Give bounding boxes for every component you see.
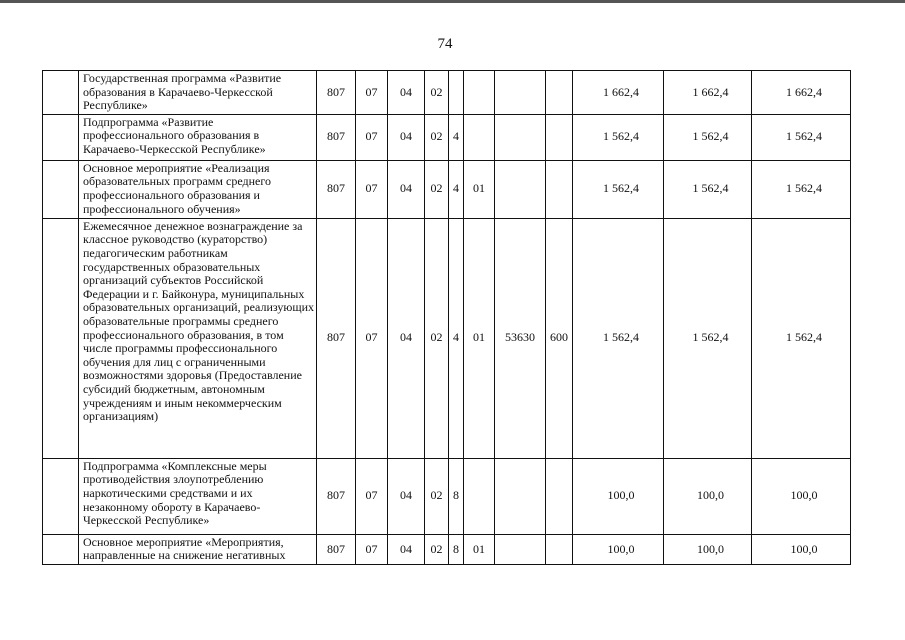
program-code-cell: 02	[425, 71, 449, 115]
amount-year1-cell: 1 562,4	[573, 114, 664, 160]
subprogram-code-cell	[449, 71, 464, 115]
program-code-cell: 02	[425, 534, 449, 564]
subsection-cell: 04	[388, 458, 425, 534]
subsection-cell: 04	[388, 160, 425, 218]
program-code-cell: 02	[425, 458, 449, 534]
subprogram-code-cell: 4	[449, 114, 464, 160]
page-number: 74	[437, 36, 453, 52]
amount-year3-cell: 100,0	[752, 534, 851, 564]
grbs-cell: 807	[317, 160, 356, 218]
grbs-cell: 807	[317, 71, 356, 115]
activity-code-cell	[464, 71, 495, 115]
expense-type-cell	[546, 71, 573, 115]
subprogram-code-cell: 8	[449, 534, 464, 564]
amount-year3-cell: 100,0	[752, 458, 851, 534]
activity-code-cell: 01	[464, 160, 495, 218]
program-name-cell: Подпрограмма «Комплексные меры противодействия злоупотреблению наркотическими средствами и их незаконному обороту в Карачаево-Черкесской Республике»	[79, 458, 317, 534]
subprogram-code-cell: 8	[449, 458, 464, 534]
table-row	[43, 534, 851, 564]
direction-code-cell	[495, 534, 546, 564]
program-name-cell: Государственная программа «Развитие образования в Карачаево-Черкесской Республике»	[79, 71, 317, 115]
subsection-cell: 04	[388, 534, 425, 564]
program-code-cell: 02	[425, 160, 449, 218]
activity-code-cell: 01	[464, 534, 495, 564]
program-name-cell: Основное мероприятие «Мероприятия, направленные на снижение негативных	[79, 534, 317, 564]
direction-code-cell	[495, 160, 546, 218]
amount-year1-cell: 1 562,4	[573, 218, 664, 458]
direction-code-cell: 53630	[495, 218, 546, 458]
row-number-cell	[43, 534, 79, 564]
amount-year3-cell: 1 562,4	[752, 218, 851, 458]
row-number-cell	[43, 458, 79, 534]
amount-year1-cell: 100,0	[573, 534, 664, 564]
amount-year2-cell: 1 562,4	[664, 218, 752, 458]
scan-top-edge	[0, 0, 905, 3]
program-name-cell: Подпрограмма «Развитие профессионального образования в Карачаево-Черкесской Республике»	[79, 114, 317, 160]
expense-type-cell	[546, 160, 573, 218]
budget-table-body	[43, 71, 851, 565]
subprogram-code-cell: 4	[449, 160, 464, 218]
section-cell: 07	[356, 114, 388, 160]
program-name-cell: Ежемесячное денежное вознаграждение за классное руководство (кураторство) педагогическим работникам государственных образовательных организаций субъектов Российской Федерации и г. Байконура, муниципальных образовательных организаций, реализующих образовательные программы среднего профессионального образования, в том числе программы профессионального обучения для лиц с ограниченными возможностями здоровья (Предоставление субсидий бюджетным, автономным учреждениям и иным некоммерческим организациям)	[79, 218, 317, 458]
amount-year2-cell: 1 562,4	[664, 160, 752, 218]
amount-year2-cell: 1 562,4	[664, 114, 752, 160]
activity-code-cell	[464, 114, 495, 160]
section-cell: 07	[356, 218, 388, 458]
expense-type-cell	[546, 114, 573, 160]
row-number-cell	[43, 160, 79, 218]
grbs-cell: 807	[317, 114, 356, 160]
row-number-cell	[43, 218, 79, 458]
budget-table	[42, 70, 851, 565]
section-cell: 07	[356, 458, 388, 534]
expense-type-cell: 600	[546, 218, 573, 458]
amount-year2-cell: 100,0	[664, 458, 752, 534]
subsection-cell: 04	[388, 71, 425, 115]
grbs-cell: 807	[317, 534, 356, 564]
amount-year1-cell: 1 562,4	[573, 160, 664, 218]
grbs-cell: 807	[317, 218, 356, 458]
program-code-cell: 02	[425, 114, 449, 160]
amount-year3-cell: 1 562,4	[752, 160, 851, 218]
table-row	[43, 71, 851, 115]
amount-year3-cell: 1 662,4	[752, 71, 851, 115]
section-cell: 07	[356, 534, 388, 564]
table-row	[43, 114, 851, 160]
grbs-cell: 807	[317, 458, 356, 534]
amount-year2-cell: 100,0	[664, 534, 752, 564]
direction-code-cell	[495, 71, 546, 115]
section-cell: 07	[356, 160, 388, 218]
program-code-cell: 02	[425, 218, 449, 458]
amount-year1-cell: 1 662,4	[573, 71, 664, 115]
amount-year2-cell: 1 662,4	[664, 71, 752, 115]
section-cell: 07	[356, 71, 388, 115]
direction-code-cell	[495, 458, 546, 534]
amount-year3-cell: 1 562,4	[752, 114, 851, 160]
subprogram-code-cell: 4	[449, 218, 464, 458]
amount-year1-cell: 100,0	[573, 458, 664, 534]
program-name-cell: Основное мероприятие «Реализация образовательных программ среднего профессионального образования и профессионального обучения»	[79, 160, 317, 218]
table-row	[43, 458, 851, 534]
row-number-cell	[43, 114, 79, 160]
subsection-cell: 04	[388, 114, 425, 160]
expense-type-cell	[546, 458, 573, 534]
activity-code-cell: 01	[464, 218, 495, 458]
row-number-cell	[43, 71, 79, 115]
table-row	[43, 218, 851, 458]
table-row	[43, 160, 851, 218]
expense-type-cell	[546, 534, 573, 564]
direction-code-cell	[495, 114, 546, 160]
activity-code-cell	[464, 458, 495, 534]
subsection-cell: 04	[388, 218, 425, 458]
